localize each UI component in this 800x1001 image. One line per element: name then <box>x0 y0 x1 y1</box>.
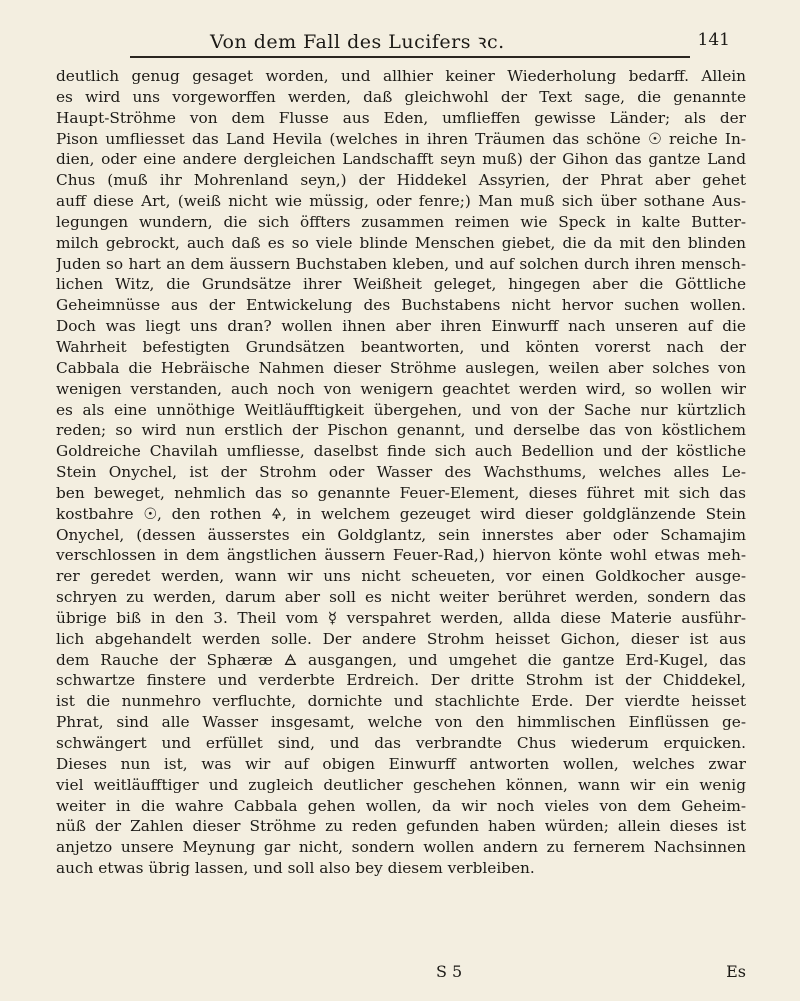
page-number: 141 <box>697 30 730 50</box>
text-line: Dieses nun ist, was wir auf obigen Einwurff antworten wollen, welches zwar <box>56 754 746 773</box>
running-head: Von dem Fall des Lucifers ꝛc. <box>210 31 505 53</box>
text-line: wenigen verstanden, auch noch von wenigern geachtet werden wird, so wollen wir <box>56 379 746 398</box>
text-line: übrige biß in den 3. Theil vom ☿ verspahret werden, allda diese Materie ausführ- <box>56 608 746 627</box>
text-line: ben beweget, nehmlich das so genannte Feuer-Element, dieses führet mit sich das <box>56 483 746 502</box>
text-line: ist die nunmehro verfluchte, dornichte und stachlichte Erde. Der vierdte heisset <box>56 692 746 711</box>
text-line: anjetzo unsere Meynung gar nicht, sondern wollen andern zu fernerem Nachsinnen <box>56 838 746 857</box>
text-line: auch etwas übrig lassen, und soll also bey diesem verbleiben. <box>56 859 535 878</box>
text-line: Chus (muß ihr Mohrenland seyn,) der Hiddekel Assyrien, der Phrat aber gehet <box>56 171 746 190</box>
text-line: viel weitläufftiger und zugleich deutlicher geschehen können, wann wir ein wenig <box>56 775 746 794</box>
text-line: schwartze finstere und verderbte Erdreich. Der dritte Strohm ist der Chiddekel, <box>56 671 746 690</box>
text-line: rer geredet werden, wann wir uns nicht scheueten, vor einen Goldkocher ausge- <box>56 567 746 586</box>
text-line: Stein Onychel, ist der Strohm oder Wasser des Wachsthums, welches alles Le- <box>56 463 746 482</box>
text-line: Wahrheit befestigten Grundsätzen beantworten, und könten vorerst nach der <box>56 337 746 356</box>
text-line: lich abgehandelt werden solle. Der andere Strohm heisset Gichon, dieser ist aus <box>56 629 746 648</box>
text-line: dem Rauche der Sphæræ 🜁 ausgangen, und umgehet die gantze Erd-Kugel, das <box>56 650 746 669</box>
text-line: es wird uns vorgeworffen werden, daß gleichwohl der Text sage, die genannte <box>56 87 746 106</box>
text-line: milch gebrockt, auch daß es so viele blinde Menschen giebet, die da mit den blinden <box>56 233 746 252</box>
text-line: kostbahre ☉, den rothen 🜍, in welchem gezeuget wird dieser goldglänzende Stein <box>56 504 746 523</box>
text-line: Haupt-Ströhme von dem Flusse aus Eden, umflieffen gewisse Länder; als der <box>56 108 746 127</box>
page-header <box>130 26 730 58</box>
text-line: schryen zu werden, darum aber soll es nicht weiter berühret werden, sondern das <box>56 588 746 607</box>
text-line: es als eine unnöthige Weitläufftigkeit übergehen, und von der Sache nur kürtzlich <box>56 400 746 419</box>
text-line: Cabbala die Hebräische Nahmen dieser Ströhme auslegen, weilen aber solches von <box>56 358 746 377</box>
text-line: verschlossen in dem ängstlichen äussern Feuer-Rad,) hiervon könte wohl etwas meh- <box>56 546 746 565</box>
text-line: weiter in die wahre Cabbala gehen wollen, da wir noch vieles von dem Geheim- <box>56 796 746 815</box>
text-line: Doch was liegt uns dran? wollen ihnen aber ihren Einwurff nach unseren auf die <box>56 317 746 336</box>
text-line: auff diese Art, (weiß nicht wie müssig, oder fenre;) Man muß sich über sothane Aus- <box>56 192 746 211</box>
text-line: Goldreiche Chavilah umfliesse, daselbst finde sich auch Bedellion und der köstliche <box>56 442 746 461</box>
text-line: Pison umfliesset das Land Hevila (welches in ihren Träumen das schöne ☉ reiche In- <box>56 129 746 148</box>
text-line: Phrat, sind alle Wasser insgesamt, welche von den himmlischen Einflüssen ge- <box>56 713 746 732</box>
text-line: Onychel, (dessen äusserstes ein Goldglantz, sein innerstes aber oder Schamajim <box>56 525 746 544</box>
text-line: dien, oder eine andere dergleichen Landschafft seyn muß) der Gihon das gantze Land <box>56 150 746 169</box>
text-line: legungen wundern, die sich öffters zusammen reimen wie Speck in kalte Butter- <box>56 212 746 231</box>
text-line: deutlich genug gesaget worden, und allhier keiner Wiederholung bedarff. Allein <box>56 67 746 85</box>
text-line: Juden so hart an dem äussern Buchstaben kleben, und auf solchen durch ihren mensch- <box>56 254 746 273</box>
text-line: Geheimnüsse aus der Entwickelung des Buchstabens nicht hervor suchen wollen. <box>56 296 746 315</box>
catchword: Es <box>726 962 746 981</box>
page-footer <box>56 962 746 986</box>
text-line: lichen Witz, die Grundsätze ihrer Weißheit geleget, hingegen aber die Göttliche <box>56 275 746 294</box>
signature-mark: S 5 <box>436 962 463 981</box>
text-line: schwängert und erfüllet sind, und das verbrandte Chus wiederum erquicken. <box>56 734 746 752</box>
body-text <box>56 66 746 879</box>
text-line: reden; so wird nun erstlich der Pischon genannt, und derselbe das von köstlichem <box>56 421 746 440</box>
text-line: nüß der Zahlen dieser Ströhme zu reden gefunden haben würden; allein dieses ist <box>56 817 746 836</box>
